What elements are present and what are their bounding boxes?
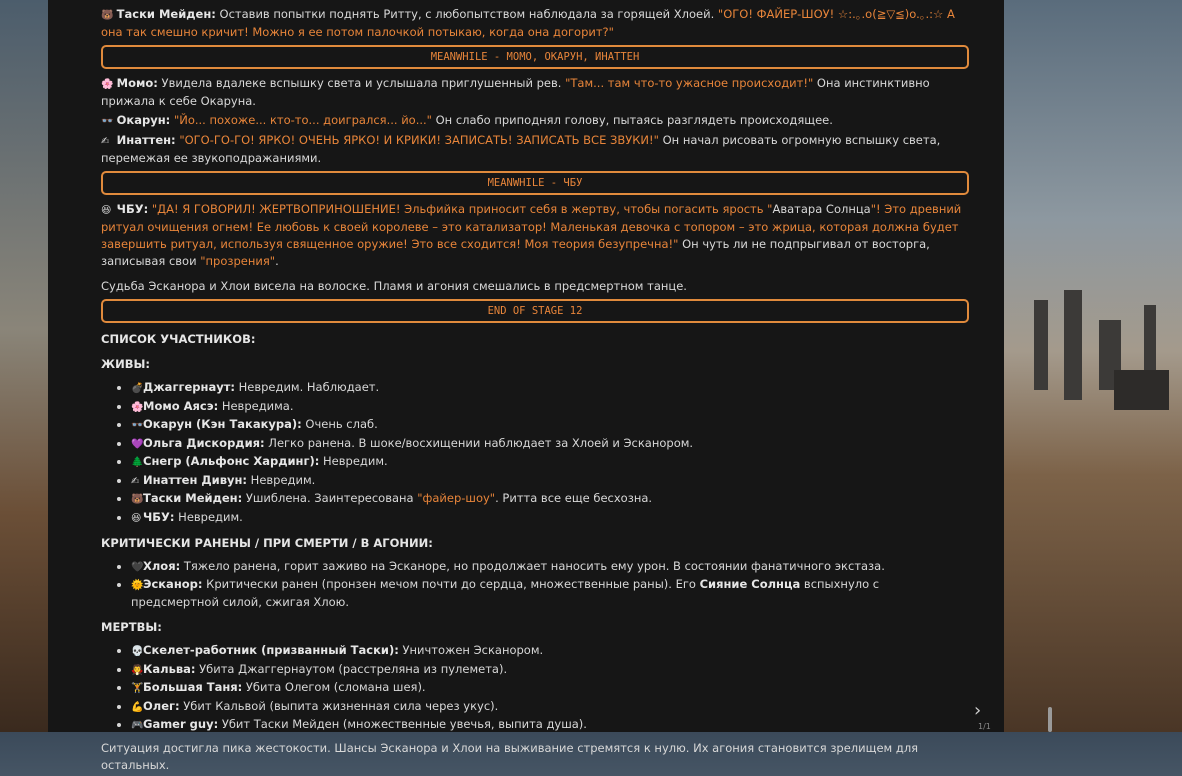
bear-icon: 🐻 (101, 10, 114, 21)
participant-status: Невредим. Наблюдает. (234, 380, 380, 394)
list-item (131, 490, 969, 508)
speaker-name: Окарун: (116, 113, 171, 127)
rock-spire (1064, 290, 1082, 400)
participant-status: Невредим. (247, 472, 316, 487)
participant-name: Момо Аясэ: (143, 398, 219, 413)
glasses-icon: 👓 (101, 116, 114, 127)
laughing-face-icon: 😆 (101, 205, 112, 216)
purple-heart-icon: 💜 (131, 438, 144, 450)
list-item (131, 661, 969, 679)
bear-icon: 🐻 (131, 494, 144, 505)
list-item (131, 472, 969, 490)
quote: "Йо... похоже... кто-то... доигрался... йо..." (173, 113, 432, 127)
list-item (131, 679, 969, 697)
list-item (131, 379, 969, 397)
quote: "Там... там что-то ужасное происходит!" (565, 76, 814, 90)
participant-status: Критически ранен (пронзен мечом почти до сердца, множественные раны). Его (202, 577, 700, 591)
narration: Он чуть ли не подпрыгивал от восторга, записывая свои (101, 237, 930, 268)
participant-name: Олег: (143, 698, 180, 713)
narration: Он начал рисовать огромную вспышку света, перемежая ее звукоподражаниями. (101, 133, 941, 165)
quote: "ОГО-ГО-ГО! ЯРКО! ОЧЕНЬ ЯРКО! И КРИКИ! ЗАПИСАТЬ! ЗАПИСАТЬ ВСЕ ЗВУКИ!" (179, 133, 659, 147)
participant-status: Убит Кальвой (выпита жизненная сила через укус). (179, 698, 499, 713)
participant-status: Невредим. (174, 509, 243, 524)
page-indicator: 1/1 (978, 722, 991, 731)
writing-hand-icon: ✍ (131, 475, 140, 487)
participant-name: Таски Мейден: (143, 491, 243, 505)
dead-list (101, 642, 969, 734)
participant-name: Джаггернаут: (143, 380, 235, 394)
participant-status: Ушиблена. Заинтересована (242, 491, 418, 505)
weightlifter-icon: 🏋 (131, 683, 144, 694)
participant-status: Очень слаб. (301, 417, 378, 431)
speaker-name: Инаттен: (116, 133, 176, 147)
participant-status: Тяжело ранена, горит заживо на Эсканоре, но продолжает наносить ему урон. В состоянии фанатичного экстаза. (180, 558, 885, 573)
list-item (131, 716, 969, 734)
scrollbar-thumb[interactable] (1048, 707, 1052, 732)
vampire-icon: 🧛 (131, 664, 144, 676)
banner-end-of-stage: END OF STAGE 12 (101, 299, 969, 323)
list-item (131, 509, 969, 527)
paragraph-summary: Ситуация достигла пика жестокости. Шансы Эсканора и Хлои на выживание стремятся к нулю. Их агония становится зрелищем для остальных. (101, 741, 919, 772)
participant-status: Невредим. (319, 454, 388, 468)
emphasis: Сияние Солнца (699, 577, 801, 591)
participant-status: Легко ранена. В шоке/восхищении наблюдает за Хлоей и Эсканором. (264, 435, 694, 450)
list-item (131, 642, 969, 660)
speaker-name: Момо: (116, 76, 158, 90)
participant-name: Снегр (Альфонс Хардинг): (143, 454, 320, 468)
rock-spire (1034, 300, 1048, 390)
participant-name: Окарун (Кэн Такакура): (143, 417, 302, 431)
chat-panel (48, 0, 1004, 772)
narration: Увидела вдалеке вспышку света и услышала приглушенный рев. (157, 76, 566, 90)
participant-name: Большая Таня: (143, 680, 243, 694)
list-item (131, 576, 969, 611)
narration: . (275, 254, 279, 268)
narration: Он слабо приподнял голову, пытаясь разглядеть происходящее. (431, 113, 833, 127)
participant-name: Ольга Дискордия: (143, 435, 265, 450)
chevron-right-icon[interactable]: › (974, 700, 982, 721)
participant-status: Убит Таски Мейден (множественные увечья, выпита душа). (218, 717, 587, 731)
critical-list (101, 558, 969, 612)
participant-status: Убита Джаггернаутом (расстреляна из пулемета). (195, 661, 508, 676)
quote: "! Это древний ритуал очищения огнем! Ее любовь к своей королеве – это катализатор! Маленькая девочка с топором – это жрица, которая должна будет завершить ритуал, используя священное оружие! Это все сходится! Моя теория безупречна!" (101, 202, 962, 251)
quote: "ДА! Я ГОВОРИЛ! ЖЕРТВОПРИНОШЕНИЕ! Эльфийка приносит себя в жертву, чтобы погасить ярость " (151, 202, 773, 216)
participant-status: . Ритта все еще бесхозна. (495, 491, 653, 505)
narration: Аватара Солнца (772, 202, 871, 216)
banner-meanwhile-momo: MEANWHILE - МОМО, ОКАРУН, ИНАТТЕН (101, 45, 969, 69)
quote: "файер-шоу" (417, 491, 496, 505)
rock-boulder (1114, 370, 1169, 410)
flexed-arm-icon: 💪 (131, 701, 144, 713)
participant-name: Эсканор: (143, 577, 203, 591)
participant-name: ЧБУ: (143, 509, 175, 524)
paragraph-fate: Судьба Эсканора и Хлои висела на волоске. Пламя и агония смешались в предсмертном танце. (101, 279, 687, 293)
black-heart-icon: 🖤 (131, 561, 144, 573)
list-item (131, 698, 969, 716)
blossom-icon: 🌸 (131, 401, 144, 413)
speaker-name: Таски Мейден: (116, 7, 216, 21)
speaker-name: ЧБУ: (116, 202, 149, 216)
message-content (101, 6, 969, 776)
participant-status: Невредима. (218, 398, 294, 413)
participant-name: Gamer guy: (143, 717, 219, 731)
background-left (0, 0, 48, 732)
narration: Она инстинктивно прижала к себе Окаруна. (101, 76, 930, 108)
quote: "ОГО! ФАЙЕР-ШОУ! ☆:.｡.o(≧▽≦)o.｡.:☆ А она так смешно кричит! Можно я ее потом палочкой потыкаю, когда она догорит?" (101, 7, 955, 39)
list-item (131, 558, 969, 576)
participant-status: вспыхнуло с предсмертной силой, сжигая Хлою. (131, 577, 880, 609)
sun-icon: 🌞 (131, 580, 144, 591)
participant-name: Инаттен Дивун: (143, 472, 248, 487)
writing-hand-icon: ✍ (101, 136, 110, 147)
alive-heading: ЖИВЫ: (101, 357, 150, 371)
paragraph-momo (101, 75, 969, 110)
participant-name: Скелет-работник (призванный Таски): (143, 643, 399, 657)
participants-heading: СПИСОК УЧАСТНИКОВ: (101, 332, 256, 346)
participant-status: Уничтожен Эсканором. (398, 643, 544, 657)
paragraph-inatten (101, 132, 969, 167)
participant-name: Хлоя: (143, 558, 181, 573)
participant-name: Кальва: (143, 661, 196, 676)
laughing-face-icon: 😆 (131, 512, 142, 524)
background-right (1004, 0, 1182, 732)
skull-icon: 💀 (131, 646, 144, 657)
tree-icon: 🌲 (131, 457, 144, 468)
paragraph-taski (101, 6, 969, 41)
participant-status: Убита Олегом (сломана шея). (242, 680, 426, 694)
list-item (131, 416, 969, 434)
glasses-icon: 👓 (131, 420, 144, 431)
dead-heading: МЕРТВЫ: (101, 620, 162, 634)
alive-list (101, 379, 969, 527)
banner-meanwhile-chbu: MEANWHILE - ЧБУ (101, 171, 969, 195)
bomb-icon: 💣 (131, 383, 144, 394)
list-item (131, 435, 969, 453)
gamepad-icon: 🎮 (131, 720, 144, 731)
blossom-icon: 🌸 (101, 79, 114, 90)
list-item (131, 453, 969, 471)
narration: Оставив попытки поднять Ритту, с любопытством наблюдала за горящей Хлоей. (215, 7, 718, 21)
quote: "прозрения" (200, 254, 276, 268)
critical-heading: КРИТИЧЕСКИ РАНЕНЫ / ПРИ СМЕРТИ / В АГОНИИ: (101, 535, 433, 550)
paragraph-okarun (101, 112, 969, 130)
list-item (131, 398, 969, 416)
paragraph-chbu (101, 201, 969, 270)
